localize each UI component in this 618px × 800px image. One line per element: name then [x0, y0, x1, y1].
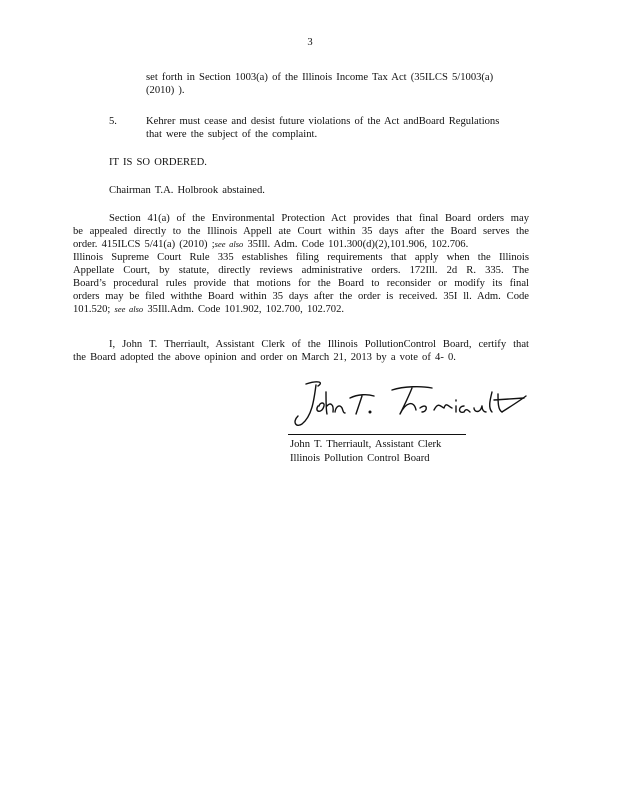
section41-line-8-a: 101.520;: [73, 304, 111, 315]
section41-line-5: Appellate Court, by statute, directly reviews administrative orders. 172Ill. 2d R. 335. The: [73, 265, 529, 276]
continuation-line-1: set forth in Section 1003(a) of the Illinois Income Tax Act (35ILCS 5/1003(a): [146, 72, 494, 83]
certification-line-1: I, John T. Therriault, Assistant Clerk of the Illinois PollutionControl Board, certify that: [109, 339, 529, 350]
section41-line-2: be appealed directly to the Illinois Appell ate Court within 35 days after the Board serves the: [73, 226, 529, 237]
signature-name: John T. Therriault, Assistant Clerk: [290, 439, 442, 450]
section41-line-6: Board’s procedural rules provide that motions for the Board to reconsider or modify its final: [73, 278, 529, 289]
section41-line-3-see-also: see also: [214, 239, 244, 249]
section41-line-3-a: order. 415ILCS 5/41(a) (2010) ;: [73, 239, 215, 250]
item-5-line-2: that were the subject of the complaint.: [146, 129, 318, 140]
item-5-number: 5.: [109, 116, 117, 127]
section41-line-1: Section 41(a) of the Environmental Protection Act provides that final Board orders may: [109, 213, 529, 224]
signature-organization: Illinois Pollution Control Board: [290, 453, 430, 464]
continuation-line-2: (2010) ).: [146, 85, 185, 96]
section41-line-4: Illinois Supreme Court Rule 335 establishes filing requirements that apply when the Illinois: [73, 252, 529, 263]
handwritten-signature: [288, 372, 538, 434]
abstained-note: Chairman T.A. Holbrook abstained.: [109, 185, 265, 196]
so-ordered: IT IS SO ORDERED.: [109, 157, 207, 168]
certification-line-2: the Board adopted the above opinion and order on March 21, 2013 by a vote of 4- 0.: [73, 352, 456, 363]
page-number: 3: [307, 37, 313, 48]
signature-rule: [288, 434, 466, 435]
item-5-line-1: Kehrer must cease and desist future violations of the Act andBoard Regulations: [146, 116, 500, 127]
section41-line-3-b: 35Ill. Adm. Code 101.300(d)(2),101.906, 102.706.: [247, 239, 469, 250]
section41-line-8-see-also: see also: [114, 304, 144, 314]
section41-line-8-b: 35Ill.Adm. Code 101.902, 102.700, 102.702.: [147, 304, 345, 315]
section41-line-7: orders may be filed withthe Board within 35 days after the order is received. 35I ll. Adm. Code: [73, 291, 529, 302]
section41-line-8: [73, 303, 344, 316]
section41-line-3: [73, 238, 468, 251]
